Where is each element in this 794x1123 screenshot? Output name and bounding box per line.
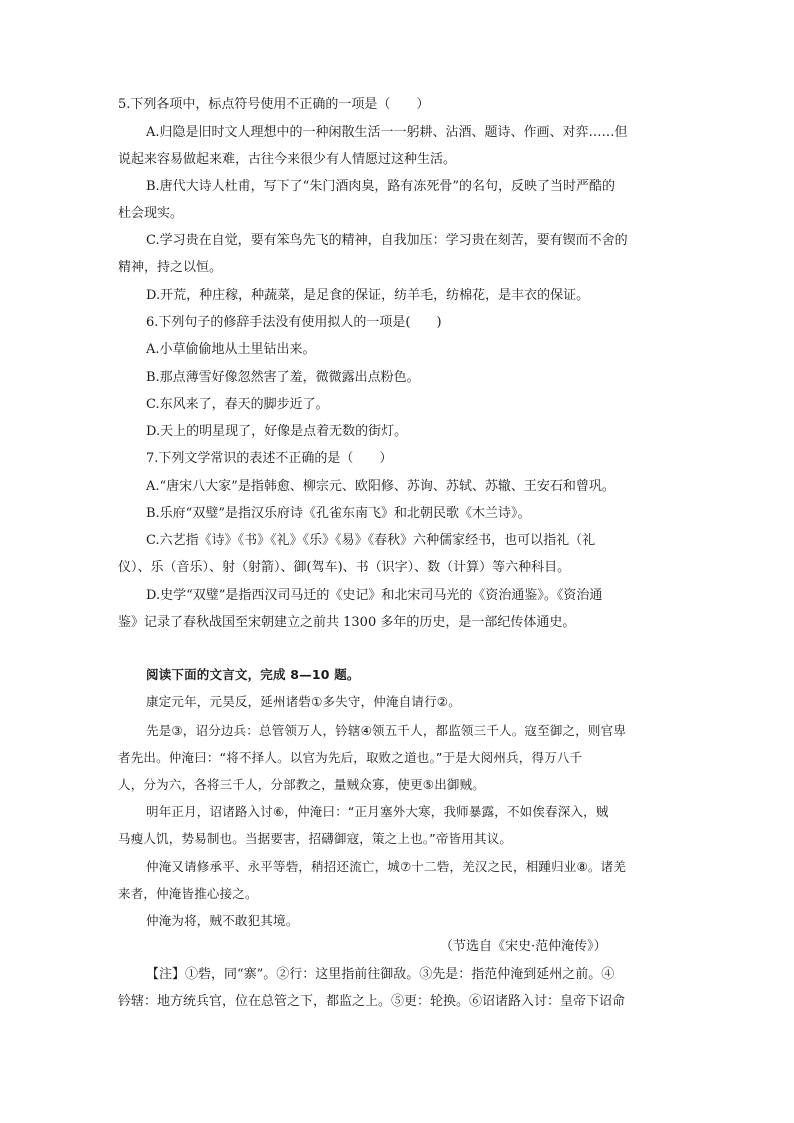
reading-source: （节选自《宋史·范仲淹传》） — [440, 939, 607, 954]
question-7-stem: 7.下列文学常识的表述不正确的是（ ） — [146, 451, 393, 466]
question-6-option-d: D.天上的明星现了，好像是点着无数的街灯。 — [146, 424, 408, 439]
reading-paragraph-5: 仲淹为将，贼不敢犯其境。 — [146, 913, 299, 928]
question-6-option-b: B.那点薄雪好像忽然害了羞，微微露出点粉色。 — [146, 370, 420, 385]
reading-paragraph-2-end: 人，分为六，各将三千人，分部教之，量贼众寡，使更⑤出御贼。 — [118, 777, 486, 792]
reading-paragraph-1: 康定元年，元昊反，延州诸砦①多失守，仲淹自请行②。 — [146, 694, 461, 709]
question-5-option-a-cont: 说起来容易做起来难，古往今来很少有人情愿过这种生活。 — [118, 152, 457, 167]
question-5-option-b: B.唐代大诗人杜甫，写下了“朱门酒肉臭，路有冻死骨”的名句，反映了当时严酷的 — [146, 179, 615, 194]
question-5-stem: 5.下列各项中，标点符号使用不正确的一项是（ ） — [118, 97, 430, 112]
question-7-option-d-cont: 鉴》记录了春秋战国至宋朝建立之前共 1300 多年的历史，是一部纪传体通史。 — [118, 615, 576, 630]
question-6-option-c: C.东风来了，春天的脚步近了。 — [146, 397, 329, 412]
reading-heading: 阅读下面的文言文，完成 8—10 题。 — [146, 667, 360, 682]
reading-paragraph-2-cont: 者先出。仲淹曰：“将不择人。以官为先后，取败之道也。”于是大阅州兵，得万八千 — [118, 750, 583, 765]
reading-paragraph-4: 仲淹又请修承平、永平等砦，稍招还流亡，城⑦十二砦，羌汉之民，相踵归业⑧。诸羌 — [146, 859, 627, 874]
question-7-option-b: B.乐府“双璧”是指汉乐府诗《孔雀东南飞》和北朝民歌《木兰诗》。 — [146, 506, 531, 521]
notes-line-2: 钤辖：地方统兵官，位在总管之下，都监之上。⑤更：轮换。⑥诏诸路入讨：皇帝下诏命 — [118, 994, 626, 1009]
question-5-option-d: D.开荒，种庄稼，种蔬菜，是足食的保证，纺羊毛，纺棉花，是丰衣的保证。 — [146, 288, 590, 303]
reading-paragraph-3-cont: 马瘦人饥，势易制也。当据要害，招礴御寇，策之上也。”帝皆用其议。 — [118, 831, 513, 846]
question-5-option-c: C.学习贵在自觉，要有笨鸟先飞的精神，自我加压：学习贵在刻苦，要有锲而不舍的 — [146, 233, 628, 248]
reading-paragraph-3: 明年正月，诏诸路入讨⑥，仲淹曰：“正月塞外大寒，我师暴露，不如俟春深入，贼 — [146, 804, 609, 819]
question-7-option-c-cont: 仪）、乐（音乐）、射（射箭）、御(驾车)、书（识字）、数（计算）等六种科目。 — [118, 560, 571, 575]
question-5-option-a: A.归隐是旧时文人理想中的一种闲散生活一一躬耕、沾酒、题诗、作画、对弈……但 — [146, 125, 628, 140]
question-5-option-b-cont: 杜会现实。 — [118, 206, 184, 221]
reading-paragraph-2: 先是③，诏分边兵：总管领万人，钤辖④领五千人，都监领三千人。寇至御之，则官卑 — [146, 723, 627, 738]
question-6-option-a: A.小草偷偷地从土里钻出来。 — [146, 342, 316, 357]
reading-paragraph-4-cont: 来者，仲淹皆推心接之。 — [118, 886, 258, 901]
question-5-option-c-cont: 精神，持之以恒。 — [118, 260, 223, 275]
question-7-option-a: A.“唐宋八大家”是指韩愈、柳宗元、欧阳修、苏询、苏轼、苏辙、王安石和曾巩。 — [146, 479, 615, 494]
question-7-option-c: C.六艺指《诗》《书》《礼》《乐》《易》《春秋》六种儒家经书，也可以指礼（礼 — [146, 533, 596, 548]
question-6-stem: 6.下列句子的修辞手法没有使用拟人的一项是( ) — [146, 315, 442, 330]
notes-line-1: 【注】①砦，同“寨”。②行：这里指前往御敌。③先是：指范仲淹到延州之前。④ — [146, 967, 615, 982]
question-7-option-d: D.史学“双璧”是指西汉司马迁的《史记》和北宋司马光的《资治通鉴》。《资治通 — [146, 588, 603, 603]
